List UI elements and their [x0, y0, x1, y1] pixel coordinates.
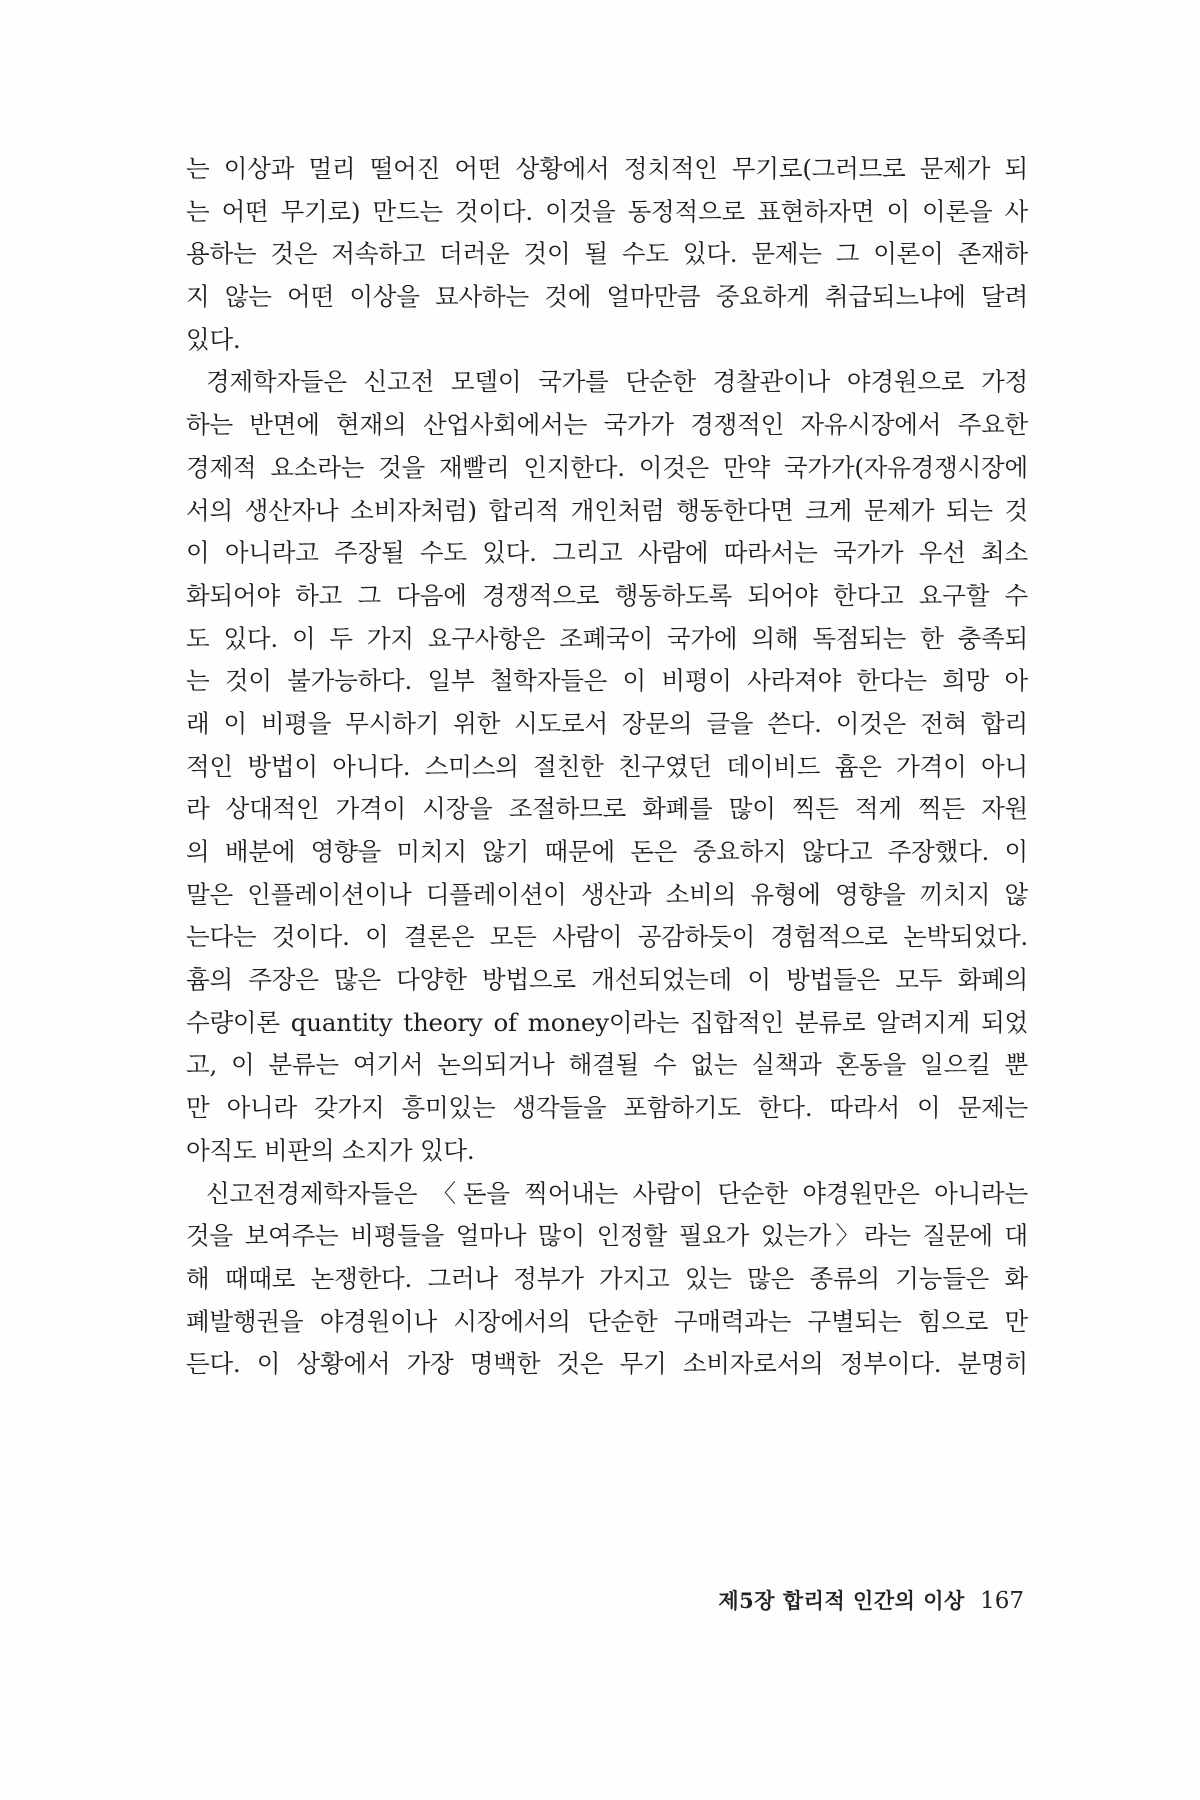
text-line: 폐발행권을 야경원이나 시장에서의 단순한 구매력과는 구별되는 힘으로 만: [186, 1306, 1028, 1336]
running-footer-chapter: 제5장 합리적 인간의 이상: [718, 1588, 965, 1613]
text-line: 적인 방법이 아니다. 스미스의 절친한 친구였던 데이비드 흄은 가격이 아니: [186, 751, 1028, 781]
text-line: 는 이상과 멀리 떨어진 어떤 상황에서 정치적인 무기로(그러므로 문제가 되: [186, 154, 1028, 183]
text-line: 하는 반면에 현재의 산업사회에서는 국가가 경쟁적인 자유시장에서 주요한: [186, 410, 1028, 440]
text-line: 고, 이 분류는 여기서 논의되거나 해결될 수 없는 실책과 혼동을 일으킬 뿐: [186, 1050, 1028, 1080]
text-line: 라 상대적인 가격이 시장을 조절하므로 화폐를 많이 찍든 적게 찍든 자원: [186, 794, 1028, 824]
text-line: 도 있다. 이 두 가지 요구사항은 조폐국이 국가에 의해 독점되는 한 충족되: [186, 623, 1028, 653]
text-line: 것을 보여주는 비평들을 얼마나 많이 인정할 필요가 있는가〉라는 질문에 대: [186, 1221, 1028, 1251]
text-line: 서의 생산자나 소비자처럼) 합리적 개인처럼 행동한다면 크게 문제가 되는 것: [186, 495, 1028, 525]
text-line: 용하는 것은 저속하고 더러운 것이 될 수도 있다. 문제는 그 이론이 존재하: [186, 239, 1028, 269]
text-line: 수량이론 quantity theory of money이라는 집합적인 분류로 알려지게 되었: [186, 1007, 1028, 1037]
text-line: 화되어야 하고 그 다음에 경쟁적으로 행동하도록 되어야 한다고 요구할 수: [186, 580, 1028, 610]
text-line: 의 배분에 영향을 미치지 않기 때문에 돈은 중요하지 않다고 주장했다. 이: [186, 837, 1028, 866]
page-footer: [718, 1585, 1024, 1615]
text-line: 경제적 요소라는 것을 재빨리 인지한다. 이것은 만약 국가가(자유경쟁시장에: [186, 452, 1028, 482]
text-line: 말은 인플레이션이나 디플레이션이 생산과 소비의 유형에 영향을 끼치지 않: [186, 879, 1028, 909]
text-line: 는 어떤 무기로) 만드는 것이다. 이것을 동정적으로 표현하자면 이 이론을 사: [186, 196, 1028, 226]
text-line: 는 것이 불가능하다. 일부 철학자들은 이 비평이 사라져야 한다는 희망 아: [186, 666, 1028, 696]
text-line: 있다.: [186, 324, 241, 354]
text-line: 아직도 비판의 소지가 있다.: [186, 1135, 475, 1165]
text-line: 래 이 비평을 무시하기 위한 시도로서 장문의 글을 쓴다. 이것은 전혀 합리: [186, 708, 1028, 738]
text-line: 흄의 주장은 많은 다양한 방법으로 개선되었는데 이 방법들은 모두 화폐의: [186, 965, 1028, 995]
text-line: 지 않는 어떤 이상을 묘사하는 것에 얼마만큼 중요하게 취급되느냐에 달려: [186, 282, 1028, 312]
text-line: 는다는 것이다. 이 결론은 모든 사람이 공감하듯이 경험적으로 논박되었다.: [186, 922, 1028, 952]
paragraph-first-line: 경제학자들은 신고전 모델이 국가를 단순한 경찰관이나 야경원으로 가정: [206, 367, 1028, 397]
text-line: 만 아니라 갖가지 흥미있는 생각들을 포함하기도 한다. 따라서 이 문제는: [186, 1093, 1028, 1123]
text-line: 든다. 이 상황에서 가장 명백한 것은 무기 소비자로서의 정부이다. 분명히: [186, 1349, 1028, 1379]
text-line: 해 때때로 논쟁한다. 그러나 정부가 가지고 있는 많은 종류의 기능들은 화: [186, 1263, 1028, 1293]
text-line: 이 아니라고 주장될 수도 있다. 그리고 사람에 따라서는 국가가 우선 최소: [186, 538, 1028, 568]
page-number: 167: [980, 1588, 1024, 1614]
paragraph-first-line: 신고전경제학자들은 〈돈을 찍어내는 사람이 단순한 야경원만은 아니라는: [206, 1178, 1028, 1208]
body-text: [186, 148, 1028, 1386]
